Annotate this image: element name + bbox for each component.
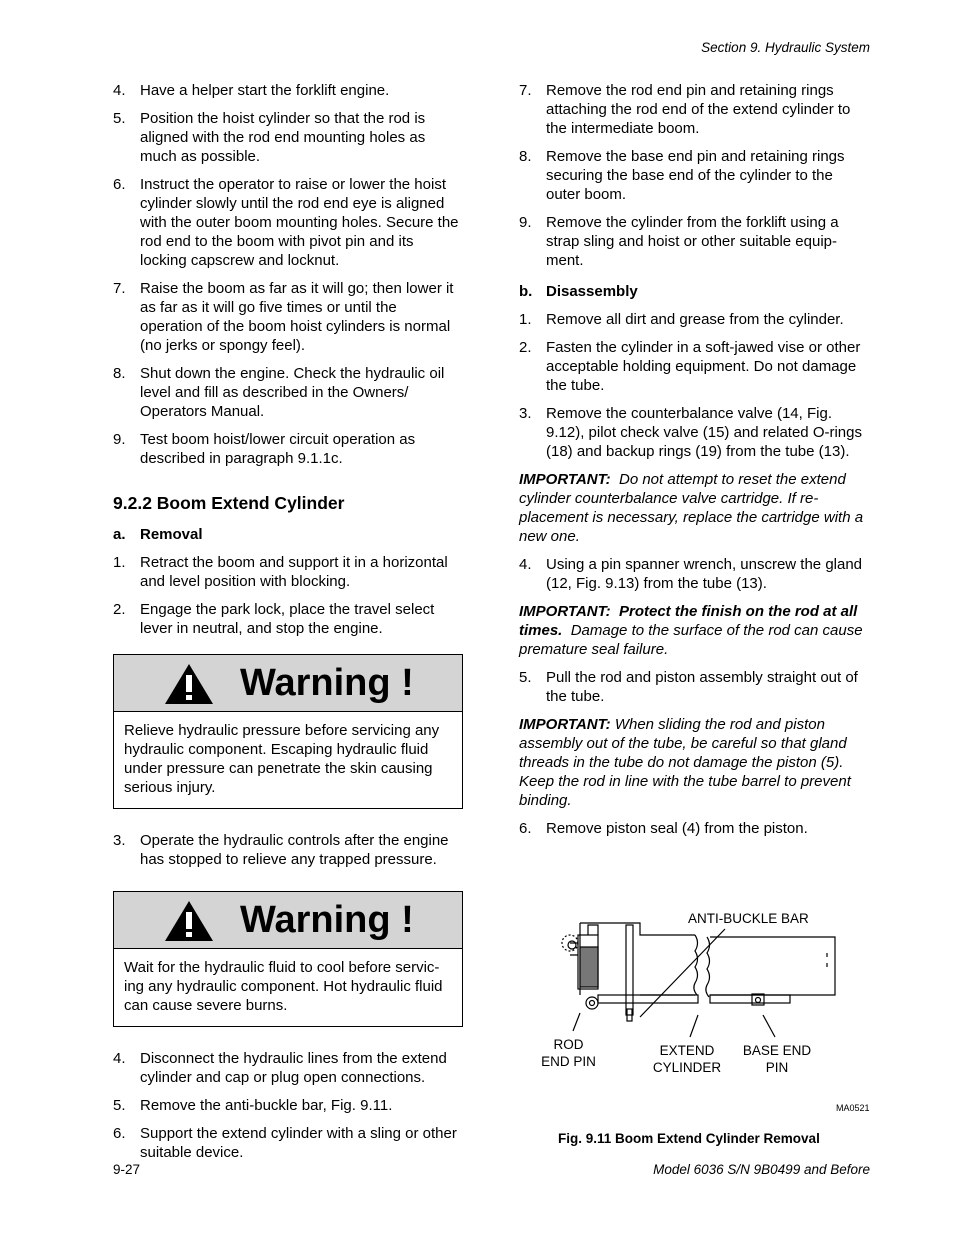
right-column <box>519 81 871 847</box>
list-item: 5. Remove the anti-buckle bar, Fig. 9.11. <box>113 1097 393 1114</box>
warning-header <box>114 892 462 949</box>
important-note: IMPORTANT: When sliding the rod and piston assembly out of the tube, be careful so that gland threads in the tube do not damage the piston (5). Keep the rod in line with the tube barrel to prevent binding. <box>519 716 851 809</box>
list-item: 4. Have a helper start the forklift engine. <box>113 82 390 99</box>
page-number: 9-27 <box>113 1162 141 1177</box>
warning-text: Wait for the hydraulic fluid to cool before servic-ing any hydraulic component. Hot hydraulic fluid can cause severe burns. <box>124 959 443 1014</box>
list-item: 6. Instruct the operator to raise or lower the hoist cylinder slowly until the rod end eye is aligned with the outer boom mounting holes. Secure the rod end to the boom with pivot pin and its locking capscrew and locknut. <box>113 176 459 269</box>
warning-title: Warning ! <box>240 899 414 941</box>
important-note: IMPORTANT: Protect the finish on the rod at all times. Damage to the surface of the rod can cause premature seal failure. <box>519 603 863 658</box>
warning-box <box>113 891 463 1027</box>
warning-title: Warning ! <box>240 662 414 704</box>
label-rod-end-pin: ROD END PIN <box>541 1037 596 1069</box>
list-item: 8. Shut down the engine. Check the hydraulic oil level and fill as described in the Owners/ Operators Manual. <box>113 365 445 420</box>
subsection-heading-disassembly: b. Disassembly <box>519 283 638 300</box>
warning-text: Relieve hydraulic pressure before servicing any hydraulic component. Escaping hydraulic fluid under pressure can penetrate the skin causing serious injury. <box>124 722 440 796</box>
boom-extend-cylinder-figure <box>530 905 880 1120</box>
list-item: 5. Position the hoist cylinder so that the rod is aligned with the rod end mounting holes as much as possible. <box>113 110 426 165</box>
list-item: 7. Remove the rod end pin and retaining rings attaching the rod end of the extend cylinder to the intermediate boom. <box>519 82 851 137</box>
list-item: 3. Remove the counterbalance valve (14, Fig. 9.12), pilot check valve (15) and related O-rings (18) and backup rings (19) from the tube (13). <box>519 405 862 460</box>
figure-caption: Fig. 9.11 Boom Extend Cylinder Removal <box>558 1131 820 1146</box>
page-header: Section 9. Hydraulic System <box>701 40 870 55</box>
list-item: 1. Remove all dirt and grease from the cylinder. <box>519 311 844 328</box>
steps-top-left <box>113 81 463 468</box>
list-item: 9. Remove the cylinder from the forklift using a strap sling and hoist or other suitable equip-ment. <box>519 214 839 269</box>
list-item: 1. Retract the boom and support it in a horizontal and level position with blocking. <box>113 554 448 590</box>
list-item: 2. Engage the park lock, place the travel select lever in neutral, and stop the engine. <box>113 601 435 637</box>
list-item: 6. Remove piston seal (4) from the piston. <box>519 820 808 837</box>
list-item: 4. Using a pin spanner wrench, unscrew the gland (12, Fig. 9.13) from the tube (13). <box>519 556 863 592</box>
footer-model: Model 6036 S/N 9B0499 and Before <box>653 1162 870 1177</box>
list-item: 8. Remove the base end pin and retaining rings securing the base end of the cylinder to the outer boom. <box>519 148 845 203</box>
list-item: 4. Disconnect the hydraulic lines from the extend cylinder and cap or plug open connections. <box>113 1050 447 1086</box>
warning-triangle-icon <box>164 663 214 705</box>
boom-cylinder-drawing <box>530 905 880 1120</box>
list-item: 7. Raise the boom as far as it will go; then lower it as far as it will go five times or until the operation of the boom hoist cylinders is normal (no jerks or spongy feel). <box>113 280 454 354</box>
warning-box <box>113 654 463 809</box>
list-item: 6. Support the extend cylinder with a sling or other suitable device. <box>113 1125 457 1161</box>
list-item: 2. Fasten the cylinder in a soft-jawed vise or other acceptable holding equipment. Do not damage the tube. <box>519 339 861 394</box>
warning-header <box>114 655 462 712</box>
figure-id: MA0521 <box>836 1103 870 1113</box>
left-column <box>113 81 463 1171</box>
subsection-heading-removal: a. Removal <box>113 526 203 543</box>
list-item: 9. Test boom hoist/lower circuit operation as described in paragraph 9.1.1c. <box>113 431 416 467</box>
warning-triangle-icon <box>164 900 214 942</box>
label-anti-buckle-bar: ANTI-BUCKLE BAR <box>688 911 809 926</box>
label-extend-cylinder: EXTEND CYLINDER <box>652 1043 722 1075</box>
list-item: 5. Pull the rod and piston assembly straight out of the tube. <box>519 669 858 705</box>
label-base-end-pin: BASE END PIN <box>742 1043 812 1075</box>
list-item: 3. Operate the hydraulic controls after the engine has stopped to relieve any trapped pressure. <box>113 832 449 868</box>
section-title: 9.2.2 Boom Extend Cylinder <box>113 493 345 513</box>
important-note: IMPORTANT: Do not attempt to reset the extend cylinder counterbalance valve cartridge. If re-placement is necessary, replace the cartridge with a new one. <box>519 471 864 545</box>
